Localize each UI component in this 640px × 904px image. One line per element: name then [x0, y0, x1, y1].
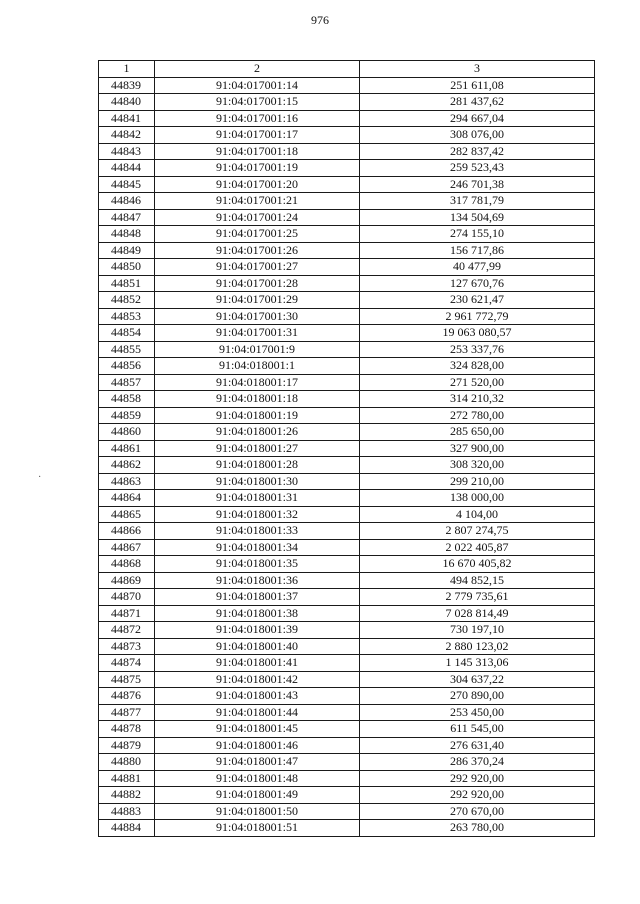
row-number-cell: 44856	[99, 358, 155, 375]
row-number-cell: 44847	[99, 209, 155, 226]
cadastral-number-cell: 91:04:018001:28	[155, 457, 360, 474]
value-cell: 7 028 814,49	[360, 605, 595, 622]
value-cell: 253 450,00	[360, 704, 595, 721]
table-row	[99, 820, 595, 837]
row-number-cell: 44874	[99, 655, 155, 672]
row-number-cell: 44868	[99, 556, 155, 573]
table-row	[99, 622, 595, 639]
row-number-cell: 44839	[99, 77, 155, 94]
table-row	[99, 127, 595, 144]
row-number-cell: 44871	[99, 605, 155, 622]
table-row	[99, 803, 595, 820]
table-row	[99, 770, 595, 787]
column-header-3: 3	[360, 61, 595, 78]
row-number-cell: 44842	[99, 127, 155, 144]
cadastral-table	[98, 60, 595, 837]
table-row	[99, 704, 595, 721]
value-cell: 294 667,04	[360, 110, 595, 127]
table-row	[99, 523, 595, 540]
row-number-cell: 44865	[99, 506, 155, 523]
value-cell: 292 920,00	[360, 770, 595, 787]
cadastral-number-cell: 91:04:018001:17	[155, 374, 360, 391]
cadastral-number-cell: 91:04:018001:45	[155, 721, 360, 738]
value-cell: 308 076,00	[360, 127, 595, 144]
table-row	[99, 160, 595, 177]
value-cell: 253 337,76	[360, 341, 595, 358]
value-cell: 251 611,08	[360, 77, 595, 94]
table-row	[99, 325, 595, 342]
row-number-cell: 44872	[99, 622, 155, 639]
cadastral-number-cell: 91:04:018001:49	[155, 787, 360, 804]
table-row	[99, 638, 595, 655]
row-number-cell: 44844	[99, 160, 155, 177]
value-cell: 282 837,42	[360, 143, 595, 160]
row-number-cell: 44863	[99, 473, 155, 490]
table-row	[99, 341, 595, 358]
value-cell: 314 210,32	[360, 391, 595, 408]
row-number-cell: 44866	[99, 523, 155, 540]
row-number-cell: 44841	[99, 110, 155, 127]
value-cell: 134 504,69	[360, 209, 595, 226]
value-cell: 270 670,00	[360, 803, 595, 820]
table-row	[99, 473, 595, 490]
cadastral-number-cell: 91:04:018001:1	[155, 358, 360, 375]
cadastral-number-cell: 91:04:018001:42	[155, 671, 360, 688]
table-row	[99, 721, 595, 738]
table-row	[99, 787, 595, 804]
row-number-cell: 44857	[99, 374, 155, 391]
value-cell: 281 437,62	[360, 94, 595, 111]
row-number-cell: 44843	[99, 143, 155, 160]
value-cell: 272 780,00	[360, 407, 595, 424]
value-cell: 276 631,40	[360, 737, 595, 754]
row-number-cell: 44879	[99, 737, 155, 754]
cadastral-number-cell: 91:04:017001:16	[155, 110, 360, 127]
row-number-cell: 44853	[99, 308, 155, 325]
cadastral-number-cell: 91:04:017001:25	[155, 226, 360, 243]
value-cell: 270 890,00	[360, 688, 595, 705]
cadastral-number-cell: 91:04:018001:44	[155, 704, 360, 721]
cadastral-number-cell: 91:04:018001:39	[155, 622, 360, 639]
table-row	[99, 539, 595, 556]
table-row	[99, 77, 595, 94]
table-row	[99, 424, 595, 441]
cadastral-number-cell: 91:04:017001:20	[155, 176, 360, 193]
cadastral-number-cell: 91:04:017001:17	[155, 127, 360, 144]
column-header-2: 2	[155, 61, 360, 78]
table-row	[99, 506, 595, 523]
row-number-cell: 44840	[99, 94, 155, 111]
row-number-cell: 44878	[99, 721, 155, 738]
value-cell: 2 807 274,75	[360, 523, 595, 540]
row-number-cell: 44880	[99, 754, 155, 771]
value-cell: 4 104,00	[360, 506, 595, 523]
cadastral-number-cell: 91:04:018001:34	[155, 539, 360, 556]
row-number-cell: 44850	[99, 259, 155, 276]
row-number-cell: 44858	[99, 391, 155, 408]
cadastral-number-cell: 91:04:018001:40	[155, 638, 360, 655]
value-cell: 2 779 735,61	[360, 589, 595, 606]
row-number-cell: 44873	[99, 638, 155, 655]
table-row	[99, 671, 595, 688]
cadastral-number-cell: 91:04:017001:14	[155, 77, 360, 94]
table-row	[99, 440, 595, 457]
table-row	[99, 407, 595, 424]
value-cell: 494 852,15	[360, 572, 595, 589]
cadastral-number-cell: 91:04:018001:33	[155, 523, 360, 540]
cadastral-number-cell: 91:04:018001:46	[155, 737, 360, 754]
cadastral-number-cell: 91:04:018001:43	[155, 688, 360, 705]
value-cell: 308 320,00	[360, 457, 595, 474]
table-body	[99, 77, 595, 836]
cadastral-number-cell: 91:04:018001:41	[155, 655, 360, 672]
row-number-cell: 44875	[99, 671, 155, 688]
table-row	[99, 193, 595, 210]
column-header-1: 1	[99, 61, 155, 78]
table-row	[99, 209, 595, 226]
table-row	[99, 94, 595, 111]
row-number-cell: 44883	[99, 803, 155, 820]
cadastral-number-cell: 91:04:018001:38	[155, 605, 360, 622]
row-number-cell: 44860	[99, 424, 155, 441]
value-cell: 274 155,10	[360, 226, 595, 243]
value-cell: 304 637,22	[360, 671, 595, 688]
row-number-cell: 44854	[99, 325, 155, 342]
page-number: 976	[311, 13, 329, 27]
cadastral-number-cell: 91:04:018001:19	[155, 407, 360, 424]
cadastral-number-cell: 91:04:018001:30	[155, 473, 360, 490]
row-number-cell: 44849	[99, 242, 155, 259]
table-row	[99, 490, 595, 507]
table-row	[99, 358, 595, 375]
value-cell: 271 520,00	[360, 374, 595, 391]
cadastral-number-cell: 91:04:018001:27	[155, 440, 360, 457]
row-number-cell: 44861	[99, 440, 155, 457]
table-row	[99, 374, 595, 391]
value-cell: 230 621,47	[360, 292, 595, 309]
value-cell: 40 477,99	[360, 259, 595, 276]
value-cell: 19 063 080,57	[360, 325, 595, 342]
cadastral-number-cell: 91:04:017001:26	[155, 242, 360, 259]
value-cell: 2 961 772,79	[360, 308, 595, 325]
row-number-cell: 44852	[99, 292, 155, 309]
table-row	[99, 176, 595, 193]
value-cell: 246 701,38	[360, 176, 595, 193]
table-header-row	[99, 61, 595, 78]
table-row	[99, 292, 595, 309]
value-cell: 263 780,00	[360, 820, 595, 837]
row-number-cell: 44882	[99, 787, 155, 804]
row-number-cell: 44881	[99, 770, 155, 787]
table-row	[99, 754, 595, 771]
cadastral-number-cell: 91:04:018001:37	[155, 589, 360, 606]
cadastral-number-cell: 91:04:018001:18	[155, 391, 360, 408]
table-row	[99, 572, 595, 589]
cadastral-number-cell: 91:04:017001:21	[155, 193, 360, 210]
table-row	[99, 226, 595, 243]
table-row	[99, 688, 595, 705]
row-number-cell: 44848	[99, 226, 155, 243]
table-row	[99, 275, 595, 292]
cadastral-number-cell: 91:04:017001:24	[155, 209, 360, 226]
value-cell: 730 197,10	[360, 622, 595, 639]
row-number-cell: 44869	[99, 572, 155, 589]
value-cell: 327 900,00	[360, 440, 595, 457]
row-number-cell: 44846	[99, 193, 155, 210]
table-row	[99, 457, 595, 474]
table-row	[99, 655, 595, 672]
table-row	[99, 242, 595, 259]
cadastral-number-cell: 91:04:018001:47	[155, 754, 360, 771]
table-row	[99, 110, 595, 127]
cadastral-number-cell: 91:04:017001:15	[155, 94, 360, 111]
value-cell: 324 828,00	[360, 358, 595, 375]
cadastral-number-cell: 91:04:018001:35	[155, 556, 360, 573]
row-number-cell: 44864	[99, 490, 155, 507]
table-row	[99, 391, 595, 408]
row-number-cell: 44862	[99, 457, 155, 474]
cadastral-number-cell: 91:04:017001:30	[155, 308, 360, 325]
table-row	[99, 259, 595, 276]
row-number-cell: 44876	[99, 688, 155, 705]
row-number-cell: 44855	[99, 341, 155, 358]
cadastral-number-cell: 91:04:018001:50	[155, 803, 360, 820]
value-cell: 285 650,00	[360, 424, 595, 441]
row-number-cell: 44859	[99, 407, 155, 424]
value-cell: 611 545,00	[360, 721, 595, 738]
cadastral-number-cell: 91:04:017001:9	[155, 341, 360, 358]
value-cell: 299 210,00	[360, 473, 595, 490]
value-cell: 2 880 123,02	[360, 638, 595, 655]
table-row	[99, 589, 595, 606]
table-row	[99, 737, 595, 754]
table-row	[99, 556, 595, 573]
value-cell: 317 781,79	[360, 193, 595, 210]
cadastral-number-cell: 91:04:018001:31	[155, 490, 360, 507]
row-number-cell: 44877	[99, 704, 155, 721]
row-number-cell: 44870	[99, 589, 155, 606]
cadastral-number-cell: 91:04:018001:51	[155, 820, 360, 837]
scan-speck: ·	[38, 472, 42, 483]
row-number-cell: 44867	[99, 539, 155, 556]
row-number-cell: 44845	[99, 176, 155, 193]
cadastral-number-cell: 91:04:018001:26	[155, 424, 360, 441]
value-cell: 138 000,00	[360, 490, 595, 507]
cadastral-number-cell: 91:04:017001:31	[155, 325, 360, 342]
cadastral-number-cell: 91:04:017001:19	[155, 160, 360, 177]
cadastral-number-cell: 91:04:018001:36	[155, 572, 360, 589]
value-cell: 127 670,76	[360, 275, 595, 292]
cadastral-number-cell: 91:04:017001:29	[155, 292, 360, 309]
table-row	[99, 605, 595, 622]
value-cell: 286 370,24	[360, 754, 595, 771]
cadastral-number-cell: 91:04:017001:28	[155, 275, 360, 292]
table-row	[99, 143, 595, 160]
cadastral-number-cell: 91:04:017001:27	[155, 259, 360, 276]
cadastral-number-cell: 91:04:017001:18	[155, 143, 360, 160]
cadastral-number-cell: 91:04:018001:32	[155, 506, 360, 523]
value-cell: 16 670 405,82	[360, 556, 595, 573]
value-cell: 292 920,00	[360, 787, 595, 804]
value-cell: 259 523,43	[360, 160, 595, 177]
value-cell: 156 717,86	[360, 242, 595, 259]
table-row	[99, 308, 595, 325]
cadastral-number-cell: 91:04:018001:48	[155, 770, 360, 787]
row-number-cell: 44851	[99, 275, 155, 292]
value-cell: 1 145 313,06	[360, 655, 595, 672]
value-cell: 2 022 405,87	[360, 539, 595, 556]
row-number-cell: 44884	[99, 820, 155, 837]
